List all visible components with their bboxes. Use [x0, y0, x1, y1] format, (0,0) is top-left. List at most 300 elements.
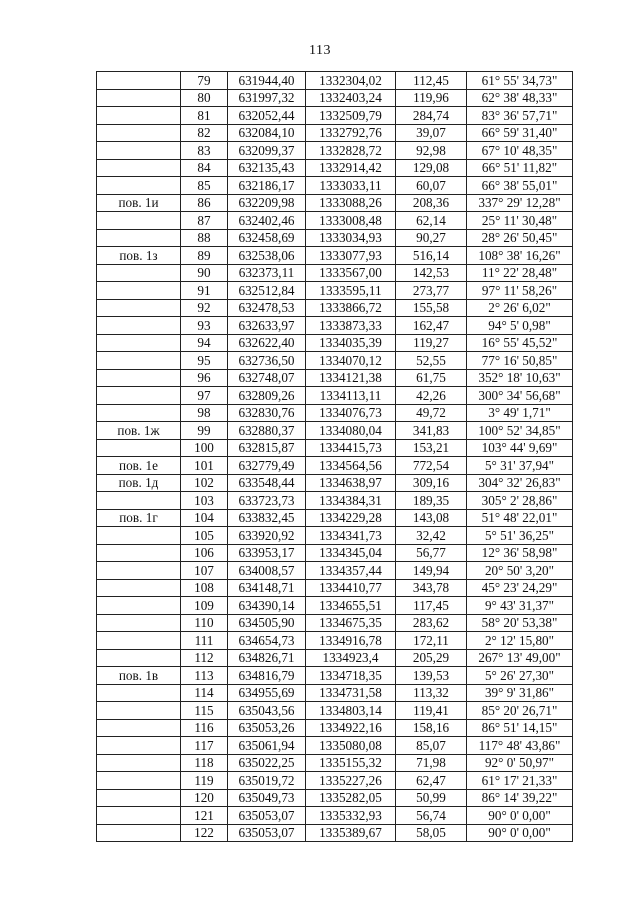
turn-note-cell: [97, 684, 181, 702]
y-coordinate-cell: 1332304,02: [306, 72, 396, 90]
segment-length-cell: 143,08: [396, 509, 467, 527]
point-number-cell: 88: [181, 229, 228, 247]
y-coordinate-cell: 1334803,14: [306, 702, 396, 720]
direction-angle-cell: 61° 55' 34,73": [467, 72, 573, 90]
segment-length-cell: 162,47: [396, 317, 467, 335]
y-coordinate-cell: 1333873,33: [306, 317, 396, 335]
y-coordinate-cell: 1335227,26: [306, 772, 396, 790]
table-row: [97, 282, 573, 300]
turn-note-cell: [97, 527, 181, 545]
point-number-cell: 120: [181, 789, 228, 807]
direction-angle-cell: 108° 38' 16,26": [467, 247, 573, 265]
turn-note-cell: [97, 807, 181, 825]
point-number-cell: 93: [181, 317, 228, 335]
x-coordinate-cell: 634008,57: [228, 562, 306, 580]
y-coordinate-cell: 1333033,11: [306, 177, 396, 195]
point-number-cell: 122: [181, 824, 228, 842]
direction-angle-cell: 2° 26' 6,02": [467, 299, 573, 317]
table-row: [97, 579, 573, 597]
point-number-cell: 109: [181, 597, 228, 615]
segment-length-cell: 113,32: [396, 684, 467, 702]
y-coordinate-cell: 1333595,11: [306, 282, 396, 300]
x-coordinate-cell: 632736,50: [228, 352, 306, 370]
x-coordinate-cell: 632099,37: [228, 142, 306, 160]
direction-angle-cell: 86° 14' 39,22": [467, 789, 573, 807]
x-coordinate-cell: 632209,98: [228, 194, 306, 212]
y-coordinate-cell: 1333866,72: [306, 299, 396, 317]
segment-length-cell: 61,75: [396, 369, 467, 387]
turn-note-cell: [97, 544, 181, 562]
point-number-cell: 90: [181, 264, 228, 282]
table-row: [97, 562, 573, 580]
segment-length-cell: 62,47: [396, 772, 467, 790]
segment-length-cell: 119,96: [396, 89, 467, 107]
x-coordinate-cell: 634654,73: [228, 632, 306, 650]
table-row: [97, 789, 573, 807]
segment-length-cell: 42,26: [396, 387, 467, 405]
point-number-cell: 92: [181, 299, 228, 317]
segment-length-cell: 158,16: [396, 719, 467, 737]
turn-note-cell: [97, 439, 181, 457]
direction-angle-cell: 51° 48' 22,01": [467, 509, 573, 527]
direction-angle-cell: 83° 36' 57,71": [467, 107, 573, 125]
point-number-cell: 111: [181, 632, 228, 650]
y-coordinate-cell: 1335155,32: [306, 754, 396, 772]
y-coordinate-cell: 1334675,35: [306, 614, 396, 632]
x-coordinate-cell: 633953,17: [228, 544, 306, 562]
y-coordinate-cell: 1334080,04: [306, 422, 396, 440]
point-number-cell: 97: [181, 387, 228, 405]
y-coordinate-cell: 1333088,26: [306, 194, 396, 212]
segment-length-cell: 205,29: [396, 649, 467, 667]
table-row: [97, 702, 573, 720]
y-coordinate-cell: 1333008,48: [306, 212, 396, 230]
turn-note-cell: пов. 1з: [97, 247, 181, 265]
point-number-cell: 85: [181, 177, 228, 195]
segment-length-cell: 49,72: [396, 404, 467, 422]
table-row: [97, 667, 573, 685]
x-coordinate-cell: 634955,69: [228, 684, 306, 702]
turn-note-cell: [97, 89, 181, 107]
point-number-cell: 99: [181, 422, 228, 440]
segment-length-cell: 129,08: [396, 159, 467, 177]
table-row: [97, 317, 573, 335]
point-number-cell: 79: [181, 72, 228, 90]
y-coordinate-cell: 1334731,58: [306, 684, 396, 702]
x-coordinate-cell: 633723,73: [228, 492, 306, 510]
point-number-cell: 107: [181, 562, 228, 580]
y-coordinate-cell: 1334113,11: [306, 387, 396, 405]
x-coordinate-cell: 635053,26: [228, 719, 306, 737]
direction-angle-cell: 117° 48' 43,86": [467, 737, 573, 755]
direction-angle-cell: 86° 51' 14,15": [467, 719, 573, 737]
coordinates-table-body: [97, 72, 573, 842]
point-number-cell: 106: [181, 544, 228, 562]
y-coordinate-cell: 1334357,44: [306, 562, 396, 580]
table-row: [97, 719, 573, 737]
x-coordinate-cell: 632633,97: [228, 317, 306, 335]
point-number-cell: 80: [181, 89, 228, 107]
direction-angle-cell: 85° 20' 26,71": [467, 702, 573, 720]
y-coordinate-cell: 1334415,73: [306, 439, 396, 457]
table-row: [97, 649, 573, 667]
y-coordinate-cell: 1334564,56: [306, 457, 396, 475]
x-coordinate-cell: 632402,46: [228, 212, 306, 230]
point-number-cell: 121: [181, 807, 228, 825]
x-coordinate-cell: 635019,72: [228, 772, 306, 790]
turn-note-cell: [97, 369, 181, 387]
table-row: [97, 229, 573, 247]
direction-angle-cell: 267° 13' 49,00": [467, 649, 573, 667]
turn-note-cell: [97, 124, 181, 142]
segment-length-cell: 52,55: [396, 352, 467, 370]
x-coordinate-cell: 634816,79: [228, 667, 306, 685]
x-coordinate-cell: 635043,56: [228, 702, 306, 720]
point-number-cell: 119: [181, 772, 228, 790]
table-row: [97, 737, 573, 755]
direction-angle-cell: 12° 36' 58,98": [467, 544, 573, 562]
turn-note-cell: [97, 387, 181, 405]
segment-length-cell: 56,77: [396, 544, 467, 562]
segment-length-cell: 71,98: [396, 754, 467, 772]
table-row: [97, 597, 573, 615]
turn-note-cell: пов. 1г: [97, 509, 181, 527]
x-coordinate-cell: 634826,71: [228, 649, 306, 667]
page-number: 113: [309, 43, 331, 58]
turn-note-cell: [97, 597, 181, 615]
turn-note-cell: [97, 562, 181, 580]
point-number-cell: 118: [181, 754, 228, 772]
direction-angle-cell: 45° 23' 24,29": [467, 579, 573, 597]
segment-length-cell: 58,05: [396, 824, 467, 842]
direction-angle-cell: 11° 22' 28,48": [467, 264, 573, 282]
point-number-cell: 86: [181, 194, 228, 212]
x-coordinate-cell: 632830,76: [228, 404, 306, 422]
segment-length-cell: 273,77: [396, 282, 467, 300]
x-coordinate-cell: 634390,14: [228, 597, 306, 615]
table-row: [97, 422, 573, 440]
turn-note-cell: [97, 317, 181, 335]
segment-length-cell: 149,94: [396, 562, 467, 580]
direction-angle-cell: 66° 51' 11,82": [467, 159, 573, 177]
y-coordinate-cell: 1332914,42: [306, 159, 396, 177]
segment-length-cell: 155,58: [396, 299, 467, 317]
x-coordinate-cell: 635061,94: [228, 737, 306, 755]
y-coordinate-cell: 1334922,16: [306, 719, 396, 737]
point-number-cell: 91: [181, 282, 228, 300]
direction-angle-cell: 66° 38' 55,01": [467, 177, 573, 195]
x-coordinate-cell: 632809,26: [228, 387, 306, 405]
y-coordinate-cell: 1334718,35: [306, 667, 396, 685]
turn-note-cell: [97, 824, 181, 842]
point-number-cell: 102: [181, 474, 228, 492]
x-coordinate-cell: 632458,69: [228, 229, 306, 247]
x-coordinate-cell: 632538,06: [228, 247, 306, 265]
segment-length-cell: 112,45: [396, 72, 467, 90]
y-coordinate-cell: 1333567,00: [306, 264, 396, 282]
direction-angle-cell: 67° 10' 48,35": [467, 142, 573, 160]
direction-angle-cell: 9° 43' 31,37": [467, 597, 573, 615]
segment-length-cell: 90,27: [396, 229, 467, 247]
point-number-cell: 98: [181, 404, 228, 422]
y-coordinate-cell: 1332792,76: [306, 124, 396, 142]
y-coordinate-cell: 1334384,31: [306, 492, 396, 510]
point-number-cell: 114: [181, 684, 228, 702]
table-row: [97, 352, 573, 370]
segment-length-cell: 119,27: [396, 334, 467, 352]
table-row: [97, 369, 573, 387]
point-number-cell: 113: [181, 667, 228, 685]
direction-angle-cell: 5° 26' 27,30": [467, 667, 573, 685]
x-coordinate-cell: 635053,07: [228, 824, 306, 842]
table-row: [97, 194, 573, 212]
x-coordinate-cell: 632815,87: [228, 439, 306, 457]
point-number-cell: 108: [181, 579, 228, 597]
point-number-cell: 103: [181, 492, 228, 510]
y-coordinate-cell: 1334916,78: [306, 632, 396, 650]
table-row: [97, 527, 573, 545]
y-coordinate-cell: 1334229,28: [306, 509, 396, 527]
direction-angle-cell: 337° 29' 12,28": [467, 194, 573, 212]
table-row: [97, 509, 573, 527]
x-coordinate-cell: 635022,25: [228, 754, 306, 772]
turn-note-cell: [97, 789, 181, 807]
direction-angle-cell: 20° 50' 3,20": [467, 562, 573, 580]
x-coordinate-cell: 633832,45: [228, 509, 306, 527]
turn-note-cell: [97, 772, 181, 790]
x-coordinate-cell: 633548,44: [228, 474, 306, 492]
direction-angle-cell: 5° 31' 37,94": [467, 457, 573, 475]
segment-length-cell: 309,16: [396, 474, 467, 492]
x-coordinate-cell: 632373,11: [228, 264, 306, 282]
x-coordinate-cell: 631944,40: [228, 72, 306, 90]
direction-angle-cell: 2° 12' 15,80": [467, 632, 573, 650]
x-coordinate-cell: 632135,43: [228, 159, 306, 177]
direction-angle-cell: 100° 52' 34,85": [467, 422, 573, 440]
segment-length-cell: 117,45: [396, 597, 467, 615]
point-number-cell: 87: [181, 212, 228, 230]
table-row: [97, 439, 573, 457]
y-coordinate-cell: 1335389,67: [306, 824, 396, 842]
x-coordinate-cell: 631997,32: [228, 89, 306, 107]
point-number-cell: 117: [181, 737, 228, 755]
turn-note-cell: [97, 72, 181, 90]
segment-length-cell: 772,54: [396, 457, 467, 475]
table-row: [97, 177, 573, 195]
table-row: [97, 212, 573, 230]
table-row: [97, 474, 573, 492]
y-coordinate-cell: 1334410,77: [306, 579, 396, 597]
turn-note-cell: [97, 352, 181, 370]
turn-note-cell: [97, 737, 181, 755]
table-row: [97, 404, 573, 422]
point-number-cell: 89: [181, 247, 228, 265]
turn-note-cell: [97, 719, 181, 737]
direction-angle-cell: 39° 9' 31,86": [467, 684, 573, 702]
direction-angle-cell: 62° 38' 48,33": [467, 89, 573, 107]
x-coordinate-cell: 632512,84: [228, 282, 306, 300]
direction-angle-cell: 94° 5' 0,98": [467, 317, 573, 335]
point-number-cell: 115: [181, 702, 228, 720]
table-row: [97, 457, 573, 475]
turn-note-cell: пов. 1ж: [97, 422, 181, 440]
direction-angle-cell: 77° 16' 50,85": [467, 352, 573, 370]
y-coordinate-cell: 1334035,39: [306, 334, 396, 352]
direction-angle-cell: 90° 0' 0,00": [467, 807, 573, 825]
x-coordinate-cell: 632880,37: [228, 422, 306, 440]
y-coordinate-cell: 1333034,93: [306, 229, 396, 247]
direction-angle-cell: 25° 11' 30,48": [467, 212, 573, 230]
direction-angle-cell: 61° 17' 21,33": [467, 772, 573, 790]
direction-angle-cell: 352° 18' 10,63": [467, 369, 573, 387]
table-row: [97, 684, 573, 702]
table-row: [97, 247, 573, 265]
turn-note-cell: [97, 107, 181, 125]
x-coordinate-cell: 632186,17: [228, 177, 306, 195]
y-coordinate-cell: 1332509,79: [306, 107, 396, 125]
direction-angle-cell: 5° 51' 36,25": [467, 527, 573, 545]
direction-angle-cell: 66° 59' 31,40": [467, 124, 573, 142]
table-row: [97, 492, 573, 510]
x-coordinate-cell: 632478,53: [228, 299, 306, 317]
table-row: [97, 824, 573, 842]
point-number-cell: 94: [181, 334, 228, 352]
y-coordinate-cell: 1333077,93: [306, 247, 396, 265]
x-coordinate-cell: 632084,10: [228, 124, 306, 142]
turn-note-cell: [97, 142, 181, 160]
table-row: [97, 772, 573, 790]
y-coordinate-cell: 1335332,93: [306, 807, 396, 825]
y-coordinate-cell: 1334345,04: [306, 544, 396, 562]
point-number-cell: 104: [181, 509, 228, 527]
point-number-cell: 100: [181, 439, 228, 457]
table-row: [97, 72, 573, 90]
y-coordinate-cell: 1335282,05: [306, 789, 396, 807]
y-coordinate-cell: 1334076,73: [306, 404, 396, 422]
point-number-cell: 112: [181, 649, 228, 667]
turn-note-cell: [97, 614, 181, 632]
turn-note-cell: [97, 177, 181, 195]
segment-length-cell: 50,99: [396, 789, 467, 807]
turn-note-cell: [97, 159, 181, 177]
y-coordinate-cell: 1334638,97: [306, 474, 396, 492]
segment-length-cell: 341,83: [396, 422, 467, 440]
x-coordinate-cell: 632052,44: [228, 107, 306, 125]
x-coordinate-cell: 634505,90: [228, 614, 306, 632]
table-row: [97, 264, 573, 282]
segment-length-cell: 92,98: [396, 142, 467, 160]
point-number-cell: 83: [181, 142, 228, 160]
x-coordinate-cell: 635053,07: [228, 807, 306, 825]
segment-length-cell: 343,78: [396, 579, 467, 597]
segment-length-cell: 153,21: [396, 439, 467, 457]
turn-note-cell: [97, 754, 181, 772]
turn-note-cell: [97, 632, 181, 650]
segment-length-cell: 60,07: [396, 177, 467, 195]
point-number-cell: 116: [181, 719, 228, 737]
table-row: [97, 159, 573, 177]
direction-angle-cell: 97° 11' 58,26": [467, 282, 573, 300]
table-row: [97, 334, 573, 352]
turn-note-cell: [97, 299, 181, 317]
segment-length-cell: 516,14: [396, 247, 467, 265]
point-number-cell: 84: [181, 159, 228, 177]
table-row: [97, 107, 573, 125]
table-row: [97, 632, 573, 650]
direction-angle-cell: 92° 0' 50,97": [467, 754, 573, 772]
table-row: [97, 807, 573, 825]
point-number-cell: 105: [181, 527, 228, 545]
y-coordinate-cell: 1332403,24: [306, 89, 396, 107]
table-row: [97, 142, 573, 160]
table-row: [97, 754, 573, 772]
turn-note-cell: пов. 1и: [97, 194, 181, 212]
y-coordinate-cell: 1334121,38: [306, 369, 396, 387]
y-coordinate-cell: 1334341,73: [306, 527, 396, 545]
y-coordinate-cell: 1332828,72: [306, 142, 396, 160]
y-coordinate-cell: 1334923,4: [306, 649, 396, 667]
turn-note-cell: пов. 1в: [97, 667, 181, 685]
direction-angle-cell: 90° 0' 0,00": [467, 824, 573, 842]
turn-note-cell: [97, 264, 181, 282]
table-row: [97, 299, 573, 317]
turn-note-cell: [97, 702, 181, 720]
segment-length-cell: 32,42: [396, 527, 467, 545]
point-number-cell: 96: [181, 369, 228, 387]
segment-length-cell: 283,62: [396, 614, 467, 632]
table-row: [97, 387, 573, 405]
segment-length-cell: 119,41: [396, 702, 467, 720]
point-number-cell: 95: [181, 352, 228, 370]
segment-length-cell: 139,53: [396, 667, 467, 685]
direction-angle-cell: 103° 44' 9,69": [467, 439, 573, 457]
turn-note-cell: [97, 579, 181, 597]
turn-note-cell: [97, 404, 181, 422]
point-number-cell: 81: [181, 107, 228, 125]
direction-angle-cell: 3° 49' 1,71": [467, 404, 573, 422]
turn-note-cell: [97, 229, 181, 247]
point-number-cell: 101: [181, 457, 228, 475]
table-row: [97, 89, 573, 107]
x-coordinate-cell: 634148,71: [228, 579, 306, 597]
direction-angle-cell: 28° 26' 50,45": [467, 229, 573, 247]
table-row: [97, 544, 573, 562]
x-coordinate-cell: 632748,07: [228, 369, 306, 387]
turn-note-cell: [97, 282, 181, 300]
y-coordinate-cell: 1335080,08: [306, 737, 396, 755]
direction-angle-cell: 58° 20' 53,38": [467, 614, 573, 632]
y-coordinate-cell: 1334070,12: [306, 352, 396, 370]
segment-length-cell: 189,35: [396, 492, 467, 510]
direction-angle-cell: 305° 2' 28,86": [467, 492, 573, 510]
segment-length-cell: 172,11: [396, 632, 467, 650]
turn-note-cell: пов. 1д: [97, 474, 181, 492]
table-row: [97, 614, 573, 632]
direction-angle-cell: 16° 55' 45,52": [467, 334, 573, 352]
turn-note-cell: [97, 649, 181, 667]
segment-length-cell: 284,74: [396, 107, 467, 125]
segment-length-cell: 142,53: [396, 264, 467, 282]
point-number-cell: 82: [181, 124, 228, 142]
table-row: [97, 124, 573, 142]
y-coordinate-cell: 1334655,51: [306, 597, 396, 615]
turn-note-cell: [97, 212, 181, 230]
point-number-cell: 110: [181, 614, 228, 632]
direction-angle-cell: 300° 34' 56,68": [467, 387, 573, 405]
x-coordinate-cell: 632779,49: [228, 457, 306, 475]
segment-length-cell: 62,14: [396, 212, 467, 230]
x-coordinate-cell: 633920,92: [228, 527, 306, 545]
